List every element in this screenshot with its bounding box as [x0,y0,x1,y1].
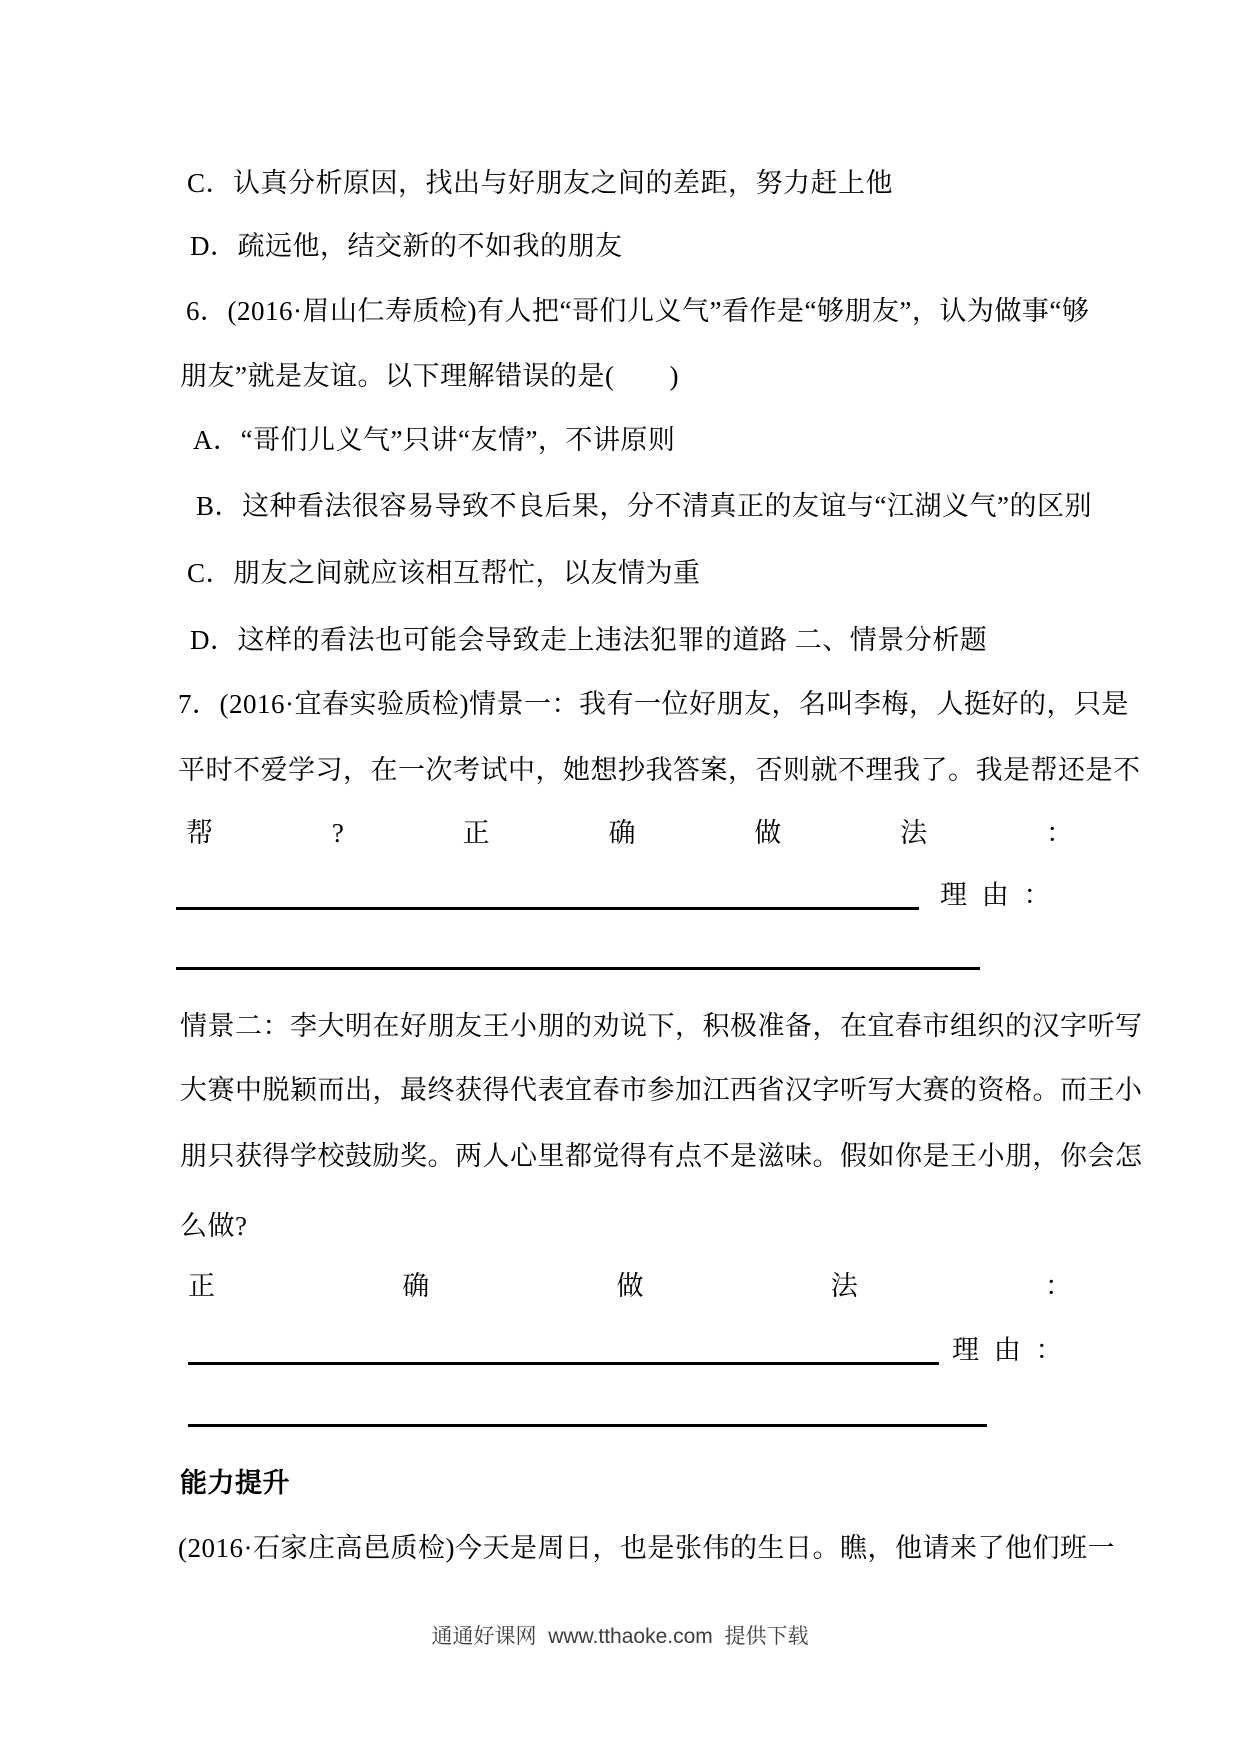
q6-stem-line2: 朋友”就是友谊。以下理解错误的是( ) [180,361,679,391]
q6-option-b: B．这种看法很容易导致不良后果，分不清真正的友谊与“江湖义气”的区别 [196,491,1092,521]
q6-stem-line1: 6．(2016·眉山仁寿质检)有人把“哥们儿义气”看作是“够朋友”，认为做事“够 [186,296,1090,326]
justify-char: 确 [608,818,636,848]
answer-blank-line [176,878,919,910]
q5-option-c: C．认真分析原因，找出与好朋友之间的差距，努力赶上他 [187,168,894,198]
ability-intro-line1: (2016·石家庄高邑质检)今天是周日，也是张伟的生日。瞧，他请来了他们班一 [178,1533,1115,1563]
q6-option-a: A．“哥们儿义气”只讲“友情”，不讲原则 [193,425,676,455]
q7-correct-practice-prompt1 [186,818,1073,848]
justify-char: 正 [462,818,490,848]
ability-section-heading: 能力提升 [180,1468,290,1498]
justify-char: 确 [402,1271,430,1301]
justify-char: 正 [188,1271,215,1301]
footer-watermark: 通通好课网 www.tthaoke.com 提供下载 [431,1625,809,1648]
justify-char: 法 [900,818,928,848]
justify-char: 法 [830,1271,858,1301]
reason2-label: 理 由 ： [952,1335,1067,1365]
reason1-label: 理 由 ： [940,880,1055,910]
answer-blank-line [188,1395,987,1427]
q7-scene2-line4: 么做? [180,1211,248,1241]
q7-reason1-row [176,878,1055,910]
answer-blank-line [188,1333,939,1365]
justify-char: ： [1045,1271,1072,1301]
q6-option-d: D．这样的看法也可能会导致走上违法犯罪的道路 二、情景分析题 [190,625,988,655]
q5-option-d: D．疏远他，结交新的不如我的朋友 [190,231,623,261]
q7-reason2-row [188,1333,1067,1365]
q7-scene2-line2: 大赛中脱颖而出，最终获得代表宜春市参加江西省汉字听写大赛的资格。而王小 [180,1075,1143,1105]
justify-char: ? [331,818,344,848]
q6-option-c: C．朋友之间就应该相互帮忙，以友情为重 [187,558,701,588]
q7-scene2-line1: 情景二：李大明在好朋友王小朋的劝说下，积极准备，在宜春市组织的汉字听写 [180,1011,1143,1041]
q7-scene1-line1: 7．(2016·宜春实验质检)情景一：我有一位好朋友，名叫李梅，人挺好的，只是 [178,689,1129,719]
q7-correct-practice-prompt2 [188,1271,1072,1301]
q7-scene1-line2: 平时不爱学习，在一次考试中，她想抄我答案，否则就不理我了。我是帮还是不 [178,755,1141,785]
justify-char: 做 [754,818,782,848]
answer-blank-line [176,938,980,970]
q7-scene2-line3: 朋只获得学校鼓励奖。两人心里都觉得有点不是滋味。假如你是王小朋，你会怎 [180,1141,1143,1171]
justify-char: 做 [616,1271,644,1301]
justify-char: ： [1045,818,1073,848]
justify-char: 帮 [186,818,213,848]
